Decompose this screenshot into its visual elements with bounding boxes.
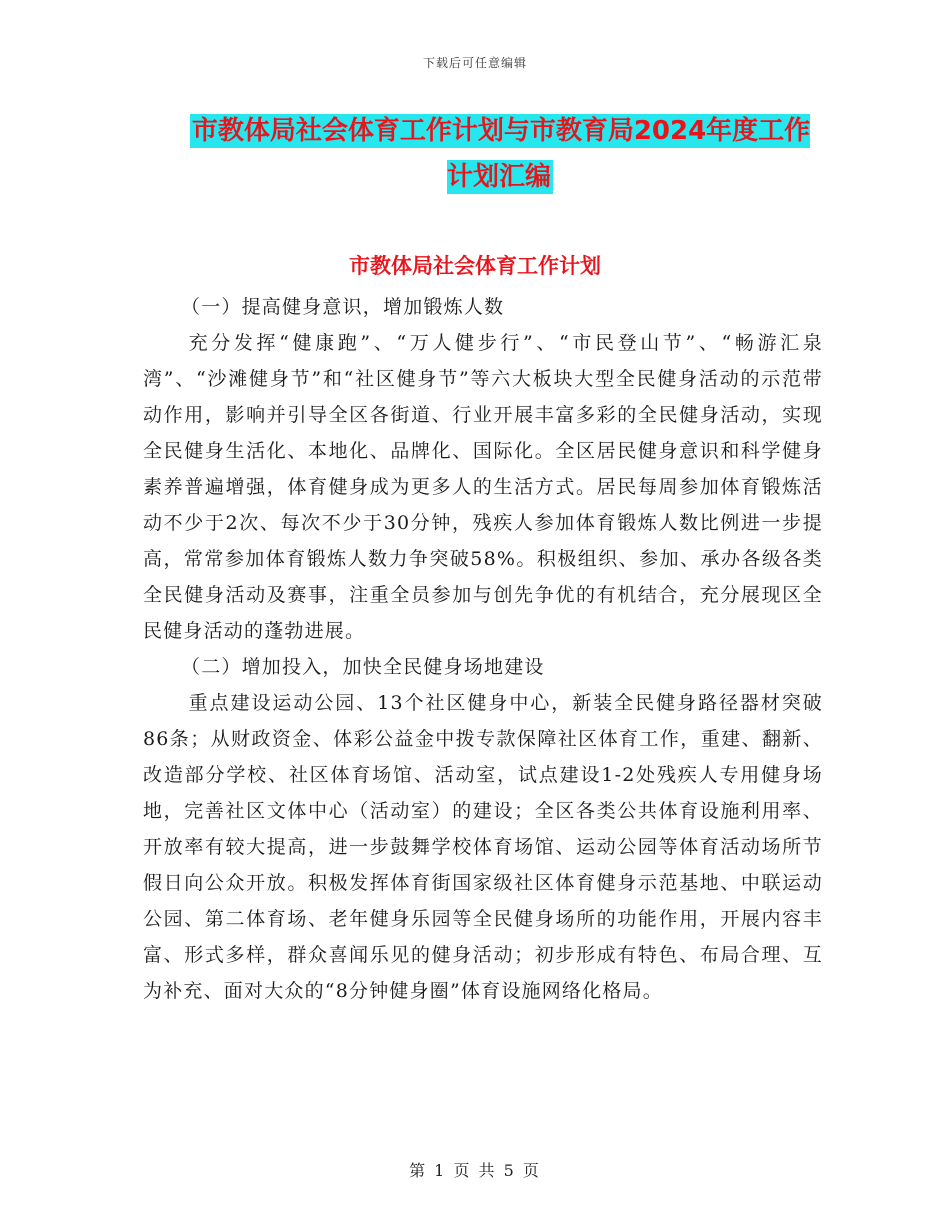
section-paragraph-1: 充分发挥“健康跑”、“万人健步行”、“市民登山节”、“畅游汇泉湾”、“沙滩健身节”和“社区健身节”等六大板块大型全民健身活动的示范带动作用，影响并引导全区各街道、行业开展丰富多彩的全民健身活动，实现全民健身生活化、本地化、品牌化、国际化。全区居民健身意识和科学健身素养普遍增强，体育健身成为更多人的生活方式。居民每周参加体育锻炼活动不少于2次、每次不少于30分钟，残疾人参加体育锻炼人数比例进一步提高，常常参加体育锻炼人数力争突破58%。积极组织、参加、承办各级各类全民健身活动及赛事，注重全员参加与创先争优的有机结合，充分展现区全民健身活动的蓬勃进展。 <box>143 332 823 642</box>
document-body <box>143 289 823 1009</box>
page-indicator: 第 1 页 共 5 页 <box>409 1161 541 1180</box>
section-heading-1: （一）提高健身意识，增加锻炼人数 <box>181 296 505 318</box>
document-main-title <box>180 108 820 200</box>
main-title-text: 市教体局社会体育工作计划与市教育局2024年度工作计划汇编 <box>191 116 811 192</box>
document-sub-title: 市教体局社会体育工作计划 <box>349 254 601 278</box>
header-note: 下载后可任意编辑 <box>422 56 527 70</box>
section-heading-2: （二）增加投入，加快全民健身场地建设 <box>181 656 545 678</box>
section-paragraph-2: 重点建设运动公园、13个社区健身中心，新装全民健身路径器材突破86条；从财政资金、体彩公益金中拨专款保障社区体育工作，重建、翻新、改造部分学校、社区体育场馆、活动室，试点建设1-2处残疾人专用健身场地，完善社区文体中心（活动室）的建设；全区各类公共体育设施利用率、开放率有较大提高，进一步鼓舞学校体育场馆、运动公园等体育活动场所节假日向公众开放。积极发挥体育街国家级社区体育健身示范基地、中联运动公园、第二体育场、老年健身乐园等全民健身场所的功能作用，开展内容丰富、形式多样，群众喜闻乐见的健身活动；初步形成有特色、布局合理、互为补充、面对大众的“8分钟健身圈”体育设施网络化格局。 <box>143 692 823 1002</box>
